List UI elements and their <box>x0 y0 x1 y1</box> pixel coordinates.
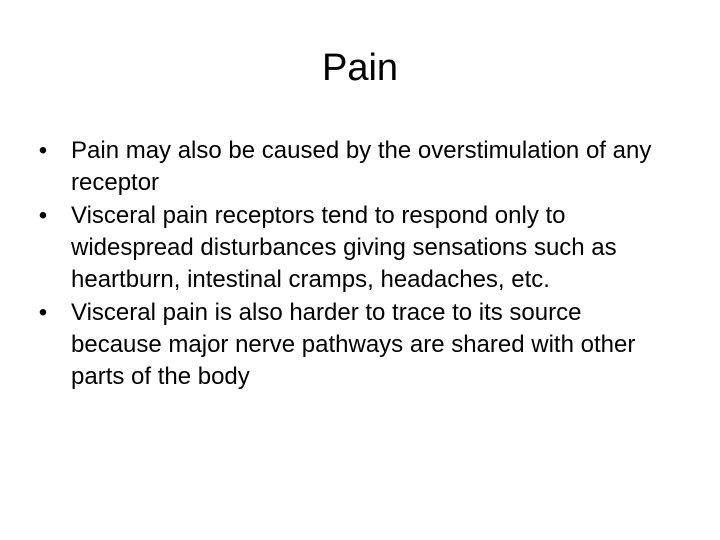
slide-title: Pain <box>321 47 399 89</box>
bullet-item <box>36 297 676 393</box>
bullet-list <box>36 135 676 394</box>
bullet-item <box>36 135 676 199</box>
bullet-text: Pain may also be caused by the overstimulation of any receptor <box>71 137 652 196</box>
bullet-dot-icon: • <box>38 299 48 326</box>
bullet-text: Visceral pain is also harder to trace to its source because major nerve pathways are shared with other parts of the body <box>71 299 636 390</box>
bullet-dot-icon: • <box>38 202 48 229</box>
bullet-dot-icon: • <box>38 137 48 164</box>
bullet-item <box>36 200 676 296</box>
bullet-text: Visceral pain receptors tend to respond only to widespread disturbances giving sensations such as heartburn, intestinal cramps, headaches, etc. <box>71 202 617 293</box>
